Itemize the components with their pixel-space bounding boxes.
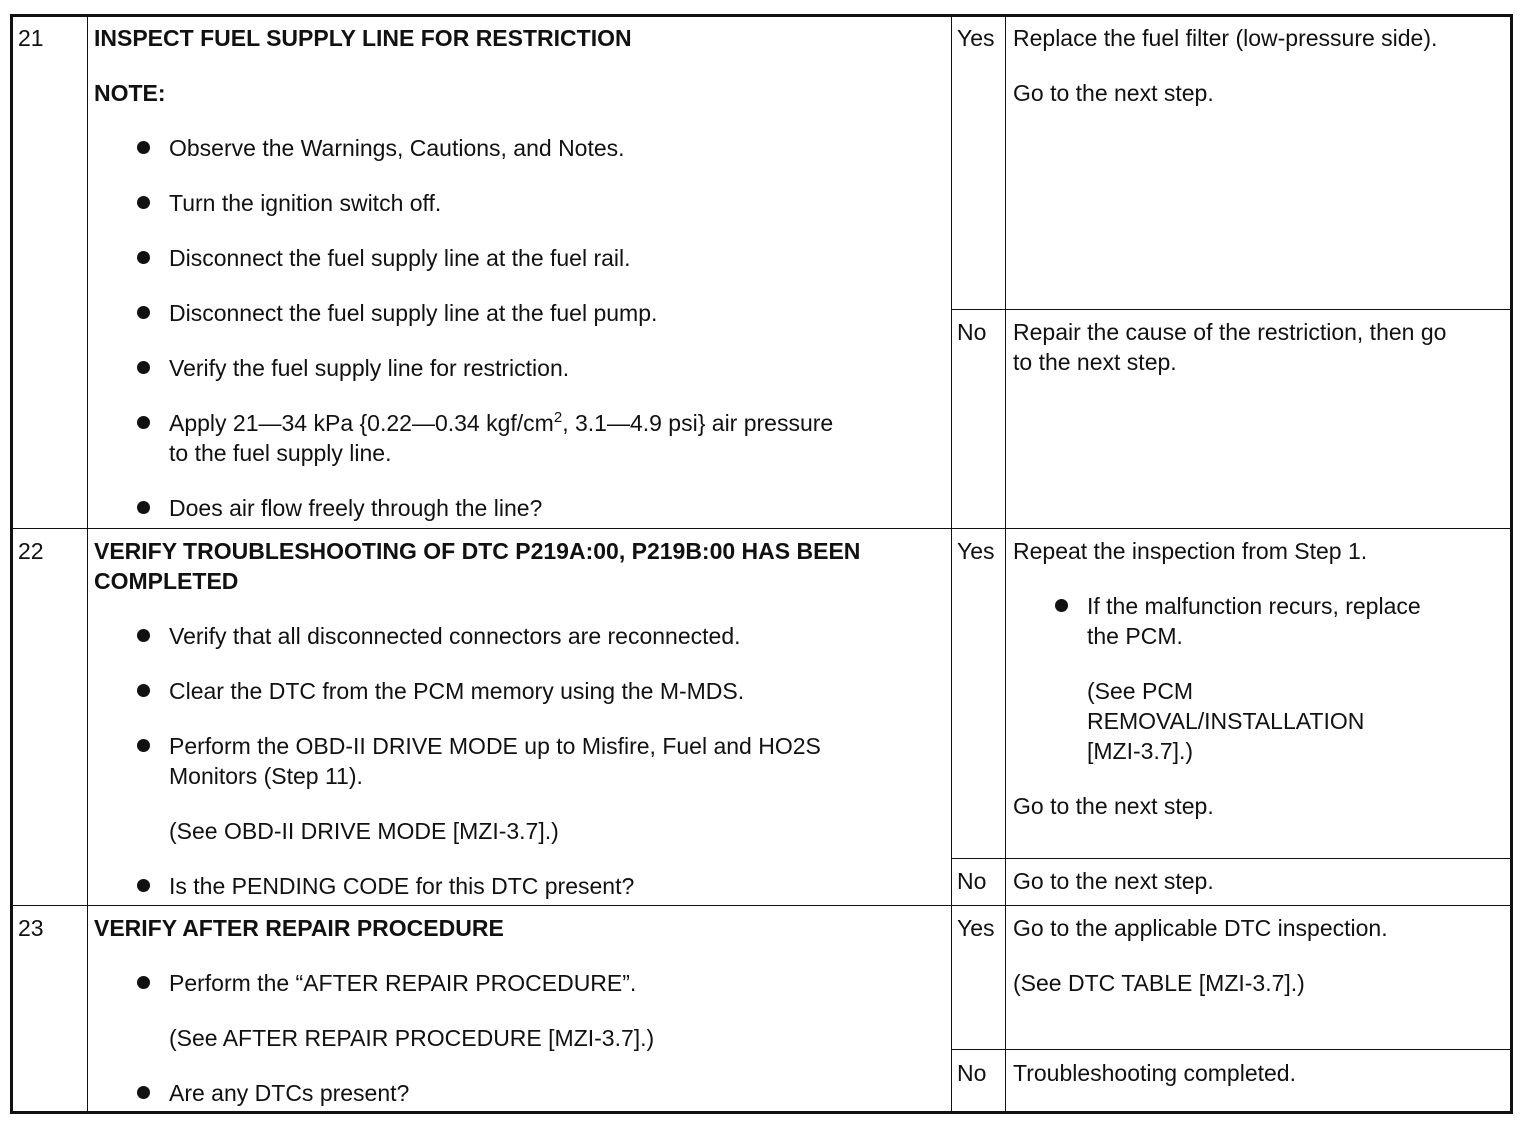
- pressure-item-line2: to the fuel supply line.: [169, 440, 392, 466]
- list-item: Turn the ignition switch off.: [169, 190, 442, 216]
- list-item: Verify that all disconnected connectors are reconnected.: [169, 623, 741, 649]
- pressure-item: [169, 408, 833, 442]
- no-result-line: Repair the cause of the restriction, then go: [1013, 319, 1447, 345]
- yes-result-bullet: If the malfunction recurs, replace: [1087, 593, 1421, 619]
- bullet-icon: [1055, 599, 1068, 612]
- pressure-item-text-end: , 3.1—4.9 psi} air pressure: [562, 410, 834, 436]
- bullet-icon: [137, 141, 150, 154]
- yes-no-divider-21: [951, 309, 1510, 310]
- yes-label: Yes: [957, 25, 995, 51]
- question: Is the PENDING CODE for this DTC present?: [169, 873, 635, 899]
- see-reference: (See PCM: [1087, 678, 1194, 704]
- step-number: 23: [18, 915, 44, 941]
- row-divider-22-23: [13, 905, 1510, 906]
- see-reference: (See AFTER REPAIR PROCEDURE [MZI-3.7].): [169, 1025, 655, 1051]
- no-result-line: to the next step.: [1013, 349, 1177, 375]
- question: Are any DTCs present?: [169, 1080, 410, 1106]
- list-item: Observe the Warnings, Cautions, and Notes.: [169, 135, 625, 161]
- list-item: Clear the DTC from the PCM memory using the M-MDS.: [169, 678, 745, 704]
- yes-no-divider-23: [951, 1049, 1510, 1050]
- no-label: No: [957, 1060, 987, 1086]
- row-divider-21-22: [13, 528, 1510, 529]
- no-result-line: Troubleshooting completed.: [1013, 1060, 1296, 1086]
- pressure-item-text: Apply 21—34 kPa {0.22—0.34 kgf/cm: [169, 410, 554, 436]
- see-reference: (See DTC TABLE [MZI-3.7].): [1013, 970, 1305, 996]
- list-item: Disconnect the fuel supply line at the fuel rail.: [169, 245, 631, 271]
- bullet-icon: [137, 306, 150, 319]
- yes-result-line: Repeat the inspection from Step 1.: [1013, 538, 1368, 564]
- see-reference: REMOVAL/INSTALLATION: [1087, 708, 1365, 734]
- bullet-icon: [137, 684, 150, 697]
- see-reference: (See OBD-II DRIVE MODE [MZI-3.7].): [169, 818, 559, 844]
- bullet-icon: [137, 1086, 150, 1099]
- list-item: Perform the “AFTER REPAIR PROCEDURE”.: [169, 970, 637, 996]
- bullet-icon: [137, 739, 150, 752]
- yes-label: Yes: [957, 915, 995, 941]
- superscript: 2: [553, 409, 563, 426]
- yes-result-line: Replace the fuel filter (low-pressure side).: [1013, 25, 1438, 51]
- step-number: 22: [18, 538, 44, 564]
- bullet-icon: [137, 629, 150, 642]
- bullet-icon: [137, 879, 150, 892]
- no-result-line: Go to the next step.: [1013, 868, 1214, 894]
- step-title: VERIFY AFTER REPAIR PROCEDURE: [94, 915, 504, 941]
- no-label: No: [957, 868, 987, 894]
- yes-result-line: Go to the next step.: [1013, 80, 1214, 106]
- yes-result-bullet-line2: the PCM.: [1087, 623, 1183, 649]
- step-title: VERIFY TROUBLESHOOTING OF DTC P219A:00, P219B:00 HAS BEEN: [94, 538, 861, 564]
- no-label: No: [957, 319, 987, 345]
- yes-result-line: Go to the applicable DTC inspection.: [1013, 915, 1388, 941]
- bullet-icon: [137, 416, 150, 429]
- list-item: Disconnect the fuel supply line at the fuel pump.: [169, 300, 658, 326]
- question: Does air flow freely through the line?: [169, 495, 543, 521]
- list-item: Perform the OBD-II DRIVE MODE up to Misfire, Fuel and HO2S: [169, 733, 821, 759]
- bullet-icon: [137, 501, 150, 514]
- bullet-icon: [137, 976, 150, 989]
- see-reference: [MZI-3.7].): [1087, 738, 1194, 764]
- col-divider-action: [951, 17, 952, 1111]
- yes-label: Yes: [957, 538, 995, 564]
- col-divider-result: [1005, 17, 1006, 1111]
- bullet-icon: [137, 361, 150, 374]
- list-item: Verify the fuel supply line for restriction.: [169, 355, 570, 381]
- bullet-icon: [137, 196, 150, 209]
- yes-result-line: Go to the next step.: [1013, 793, 1214, 819]
- step-number: 21: [18, 25, 44, 51]
- step-title-line2: COMPLETED: [94, 568, 239, 594]
- yes-no-divider-22: [951, 858, 1510, 859]
- col-divider-step: [87, 17, 88, 1111]
- bullet-icon: [137, 251, 150, 264]
- note-label: NOTE:: [94, 80, 166, 106]
- list-item-line2: Monitors (Step 11).: [169, 763, 363, 789]
- step-title: INSPECT FUEL SUPPLY LINE FOR RESTRICTION: [94, 25, 632, 51]
